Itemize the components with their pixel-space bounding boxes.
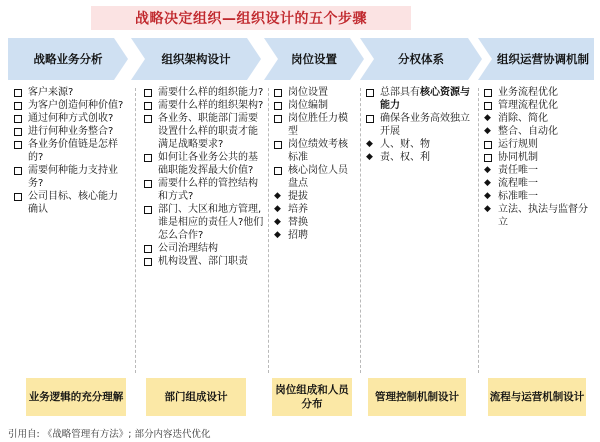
diamond-bullet-icon: ◆ — [484, 126, 491, 136]
diamond-bullet-icon: ◆ — [484, 165, 491, 175]
footer-box-2: 部门组成设计 — [146, 378, 246, 416]
step-label: 组织运营协调机制 — [497, 52, 589, 66]
list-item-text: 业务流程优化 — [498, 87, 558, 98]
step-chevron-1 — [8, 38, 128, 80]
list-item-text: 核心岗位人员盘点 — [288, 165, 348, 189]
list-item — [142, 177, 264, 203]
diamond-bullet-icon: ◆ — [484, 204, 491, 214]
list-item-text: 立法、执法与监督分立 — [498, 204, 588, 228]
square-bullet-icon — [144, 255, 156, 271]
list-item — [12, 112, 124, 125]
list-item — [482, 177, 594, 190]
list-item — [482, 151, 594, 164]
list-item — [272, 138, 356, 164]
list-item-text: 公司治理结构 — [158, 243, 218, 254]
list-item — [142, 151, 264, 177]
list-item-text: 运行规则 — [498, 139, 538, 150]
column-5 — [482, 86, 594, 374]
step-chevron-3 — [264, 38, 364, 80]
list-item-text: 需要何种能力支持业务? — [28, 165, 118, 189]
step-label: 分权体系 — [398, 52, 444, 66]
square-bullet-icon — [14, 164, 26, 180]
list-item-text: 流程唯一 — [498, 178, 538, 189]
list-item — [142, 86, 264, 99]
list-item — [482, 164, 594, 177]
list-item-text: 替换 — [288, 217, 308, 228]
list-item-text: 需要什么样的管控结构和方式? — [158, 178, 258, 202]
footer-box-5: 流程与运营机制设计 — [488, 378, 586, 416]
square-bullet-icon — [144, 151, 156, 167]
list-item-text: 招聘 — [288, 230, 308, 241]
list-item — [482, 190, 594, 203]
list-item-text: 岗位胜任力模型 — [288, 113, 348, 137]
list-item-text: 如何让各业务公共的基础职能发挥最大价值? — [158, 152, 258, 176]
square-bullet-icon — [274, 112, 286, 128]
list-item — [364, 86, 474, 112]
list-item — [142, 203, 264, 242]
step-label: 战略业务分析 — [33, 52, 103, 66]
list-item — [12, 86, 124, 99]
list-item-text: 进行何种业务整合? — [28, 126, 114, 137]
list-item-text: 总部具有 — [380, 87, 420, 98]
diamond-bullet-icon: ◆ — [484, 113, 491, 123]
diamond-bullet-icon: ◆ — [366, 152, 373, 162]
list-item — [12, 138, 124, 164]
square-bullet-icon — [144, 177, 156, 193]
list-item-text: 部门、大区和地方管理, 谁是相应的责任人?他们怎么合作? — [158, 204, 264, 241]
list-item — [272, 190, 356, 203]
list-item-emphasis: 核心资源与能力 — [380, 87, 470, 111]
square-bullet-icon — [14, 190, 26, 206]
list-item — [142, 242, 264, 255]
list-item-text: 岗位设置 — [288, 87, 328, 98]
list-item — [482, 203, 594, 229]
list-item-text: 标准唯一 — [498, 191, 538, 202]
diamond-bullet-icon: ◆ — [484, 191, 491, 201]
list-item-text: 协同机制 — [498, 152, 538, 163]
step-chevron-4 — [360, 38, 482, 80]
square-bullet-icon — [366, 86, 378, 102]
list-item-text: 确保各业务高效独立开展 — [380, 113, 470, 137]
list-item — [482, 125, 594, 138]
list-item-text: 消除、简化 — [498, 113, 548, 124]
list-item — [364, 151, 474, 164]
list-item-text: 责、权、利 — [380, 152, 430, 163]
column-divider — [135, 88, 136, 373]
footer-box-1: 业务逻辑的充分理解 — [26, 378, 126, 416]
list-item — [12, 99, 124, 112]
column-2 — [142, 86, 264, 374]
square-bullet-icon — [366, 112, 378, 128]
square-bullet-icon — [14, 138, 26, 154]
diamond-bullet-icon: ◆ — [274, 217, 281, 227]
column-divider — [478, 88, 479, 373]
square-bullet-icon — [274, 164, 286, 180]
list-item — [142, 112, 264, 151]
column-divider — [268, 88, 269, 373]
list-item-text: 岗位绩效考核标准 — [288, 139, 348, 163]
list-item — [272, 164, 356, 190]
list-item — [364, 138, 474, 151]
list-item — [482, 99, 594, 112]
list-item-text: 通过何种方式创收? — [28, 113, 114, 124]
list-item-text: 为客户创造何种价值? — [28, 100, 124, 111]
diamond-bullet-icon: ◆ — [484, 178, 491, 188]
list-item-text: 需要什么样的组织架构? — [158, 100, 264, 111]
list-item — [272, 216, 356, 229]
list-item — [272, 229, 356, 242]
diamond-bullet-icon: ◆ — [274, 230, 281, 240]
diamond-bullet-icon: ◆ — [274, 204, 281, 214]
list-item-text: 公司目标、核心能力确认 — [28, 191, 118, 215]
footer-box-3: 岗位组成和人员分布 — [272, 378, 352, 416]
square-bullet-icon — [144, 203, 156, 219]
column-1 — [12, 86, 124, 374]
list-item-text: 提拔 — [288, 191, 308, 202]
list-item-text: 岗位编制 — [288, 100, 328, 111]
list-item — [12, 125, 124, 138]
list-item — [142, 99, 264, 112]
square-bullet-icon — [144, 112, 156, 128]
list-item-text: 培养 — [288, 204, 308, 215]
step-chevron-2 — [131, 38, 261, 80]
list-item-text: 各业务、职能部门需要设置什么样的职责才能满足战略要求? — [158, 113, 258, 150]
step-label: 组织架构设计 — [161, 52, 231, 66]
list-item — [482, 86, 594, 99]
list-item — [272, 99, 356, 112]
list-item — [364, 112, 474, 138]
column-3 — [272, 86, 356, 374]
column-divider — [360, 88, 361, 373]
list-item — [272, 86, 356, 99]
list-item-text: 整合、自动化 — [498, 126, 558, 137]
list-item — [12, 164, 124, 190]
diamond-bullet-icon: ◆ — [274, 191, 281, 201]
list-item — [482, 138, 594, 151]
footer-box-4: 管理控制机制设计 — [368, 378, 466, 416]
citation: 引用自: 《战略管理有方法》; 部分内容迭代优化 — [8, 429, 211, 440]
list-item-text: 责任唯一 — [498, 165, 538, 176]
list-item — [482, 112, 594, 125]
step-label: 岗位设置 — [291, 52, 337, 66]
list-item — [12, 190, 124, 216]
column-4 — [364, 86, 474, 374]
list-item — [272, 203, 356, 216]
page-title: 战略决定组织—组织设计的五个步骤 — [91, 6, 411, 30]
diamond-bullet-icon: ◆ — [366, 139, 373, 149]
list-item — [142, 255, 264, 268]
step-chevron-5 — [478, 38, 594, 80]
list-item-text: 各业务价值链是怎样的? — [28, 139, 118, 163]
list-item-text: 人、财、物 — [380, 139, 430, 150]
list-item-text: 机构设置、部门职责 — [158, 256, 248, 267]
square-bullet-icon — [274, 138, 286, 154]
list-item — [272, 112, 356, 138]
list-item-text: 需要什么样的组织能力? — [158, 87, 264, 98]
list-item-text: 客户来源? — [28, 87, 74, 98]
list-item-text: 管理流程优化 — [498, 100, 558, 111]
